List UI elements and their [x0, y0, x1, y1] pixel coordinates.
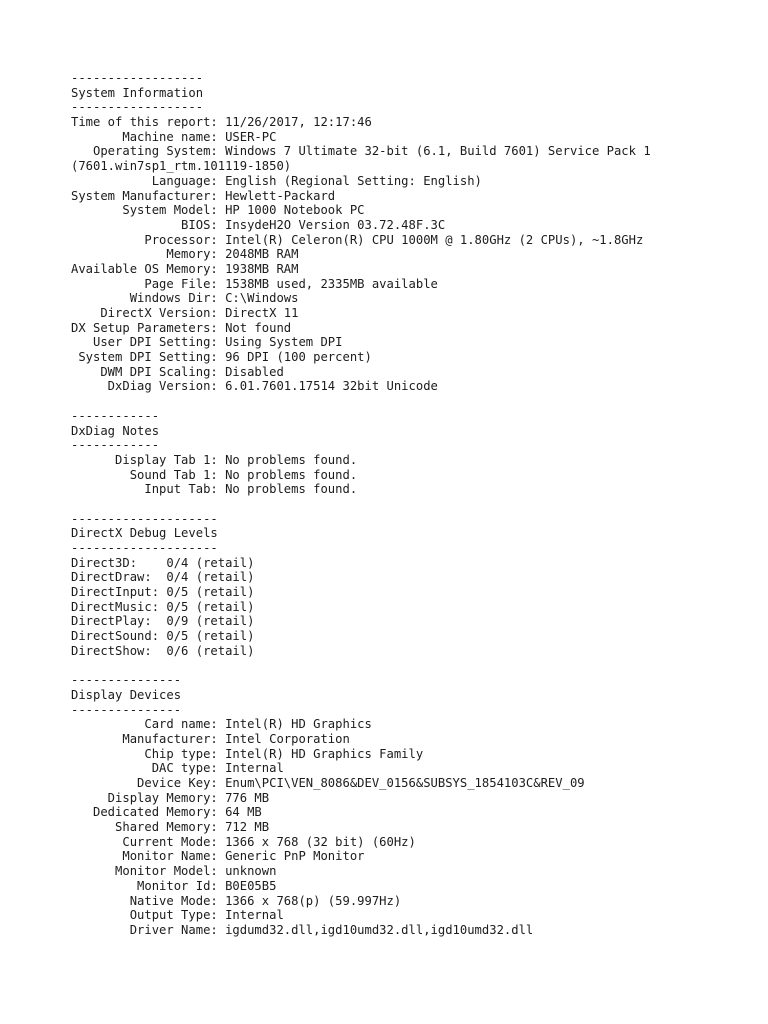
directinput-level-line: DirectInput: 0/5 (retail): [71, 585, 255, 600]
section-rule: ------------: [71, 408, 160, 423]
section-rule: ------------: [71, 438, 160, 453]
operating-system-line: Operating System: Windows 7 Ultimate 32-bit (6.1, Build 7601) Service Pack 1: [71, 144, 651, 159]
operating-system-build-line: (7601.win7sp1_rtm.101119-1850): [71, 159, 292, 174]
directdraw-level-line: DirectDraw: 0/4 (retail): [71, 570, 255, 585]
section-display-devices: [71, 673, 761, 937]
dwm-dpi-scaling-line: DWM DPI Scaling: Disabled: [71, 364, 284, 379]
blank-line: [71, 659, 761, 674]
section-directx-debug-levels: [71, 512, 761, 659]
dx-setup-parameters-line: DX Setup Parameters: Not found: [71, 320, 292, 335]
directsound-level-line: DirectSound: 0/5 (retail): [71, 629, 255, 644]
machine-name-line: Machine name: USER-PC: [71, 129, 277, 144]
blank-line: [71, 497, 761, 512]
display-memory-line: Display Memory: 776 MB: [71, 790, 270, 805]
section-system-information: [71, 71, 761, 394]
user-dpi-setting-line: User DPI Setting: Using System DPI: [71, 335, 343, 350]
section-heading: System Information: [71, 85, 204, 100]
manufacturer-line: Manufacturer: Intel Corporation: [71, 731, 350, 746]
system-model-line: System Model: HP 1000 Notebook PC: [71, 203, 365, 218]
section-rule: --------------------: [71, 511, 218, 526]
memory-line: Memory: 2048MB RAM: [71, 247, 299, 262]
system-dpi-setting-line: System DPI Setting: 96 DPI (100 percent): [71, 350, 372, 365]
input-tab-note-line: Input Tab: No problems found.: [71, 482, 358, 497]
monitor-model-line: Monitor Model: unknown: [71, 864, 277, 879]
report-time-line: Time of this report: 11/26/2017, 12:17:46: [71, 115, 372, 130]
direct3d-level-line: Direct3D: 0/4 (retail): [71, 555, 255, 570]
device-key-line: Device Key: Enum\PCI\VEN_8086&DEV_0156&SUBSYS_1854103C&REV_09: [71, 776, 585, 790]
section-rule: ---------------: [71, 702, 182, 717]
processor-line: Processor: Intel(R) Celeron(R) CPU 1000M @ 1.80GHz (2 CPUs), ~1.8GHz: [71, 232, 644, 247]
language-line: Language: English (Regional Setting: English): [71, 173, 482, 188]
monitor-name-line: Monitor Name: Generic PnP Monitor: [71, 849, 365, 864]
dac-type-line: DAC type: Internal: [71, 761, 284, 776]
section-dxdiag-notes: [71, 409, 761, 497]
shared-memory-line: Shared Memory: 712 MB: [71, 820, 270, 835]
windows-dir-line: Windows Dir: C:\Windows: [71, 291, 299, 306]
section-heading: DxDiag Notes: [71, 423, 160, 438]
directplay-level-line: DirectPlay: 0/9 (retail): [71, 614, 255, 629]
card-name-line: Card name: Intel(R) HD Graphics: [71, 717, 372, 732]
section-rule: --------------------: [71, 541, 218, 555]
chip-type-line: Chip type: Intel(R) HD Graphics Family: [71, 746, 424, 761]
directshow-level-line: DirectShow: 0/6 (retail): [71, 643, 255, 658]
available-memory-line: Available OS Memory: 1938MB RAM: [71, 261, 299, 276]
blank-line: [71, 394, 761, 409]
dxdiag-version-line: DxDiag Version: 6.01.7601.17514 32bit Unicode: [71, 379, 438, 394]
display-tab-note-line: Display Tab 1: No problems found.: [71, 452, 358, 467]
directmusic-level-line: DirectMusic: 0/5 (retail): [71, 599, 255, 614]
system-manufacturer-line: System Manufacturer: Hewlett-Packard: [71, 188, 336, 203]
sound-tab-note-line: Sound Tab 1: No problems found.: [71, 467, 358, 482]
section-rule: ------------------: [71, 100, 204, 115]
page-file-line: Page File: 1538MB used, 2335MB available: [71, 276, 438, 291]
output-type-line: Output Type: Internal: [71, 908, 284, 923]
section-rule: ---------------: [71, 673, 182, 688]
dedicated-memory-line: Dedicated Memory: 64 MB: [71, 805, 262, 820]
monitor-id-line: Monitor Id: B0E05B5: [71, 878, 277, 893]
directx-version-line: DirectX Version: DirectX 11: [71, 306, 299, 320]
section-heading: Display Devices: [71, 687, 182, 702]
current-mode-line: Current Mode: 1366 x 768 (32 bit) (60Hz): [71, 834, 416, 849]
driver-name-line: Driver Name: igdumd32.dll,igd10umd32.dll,igd10umd32.dll: [71, 922, 534, 937]
native-mode-line: Native Mode: 1366 x 768(p) (59.997Hz): [71, 893, 402, 908]
section-heading: DirectX Debug Levels: [71, 526, 218, 541]
bios-line: BIOS: InsydeH2O Version 03.72.48F.3C: [71, 217, 446, 232]
dxdiag-report: [71, 71, 761, 938]
section-rule: ------------------: [71, 71, 204, 85]
